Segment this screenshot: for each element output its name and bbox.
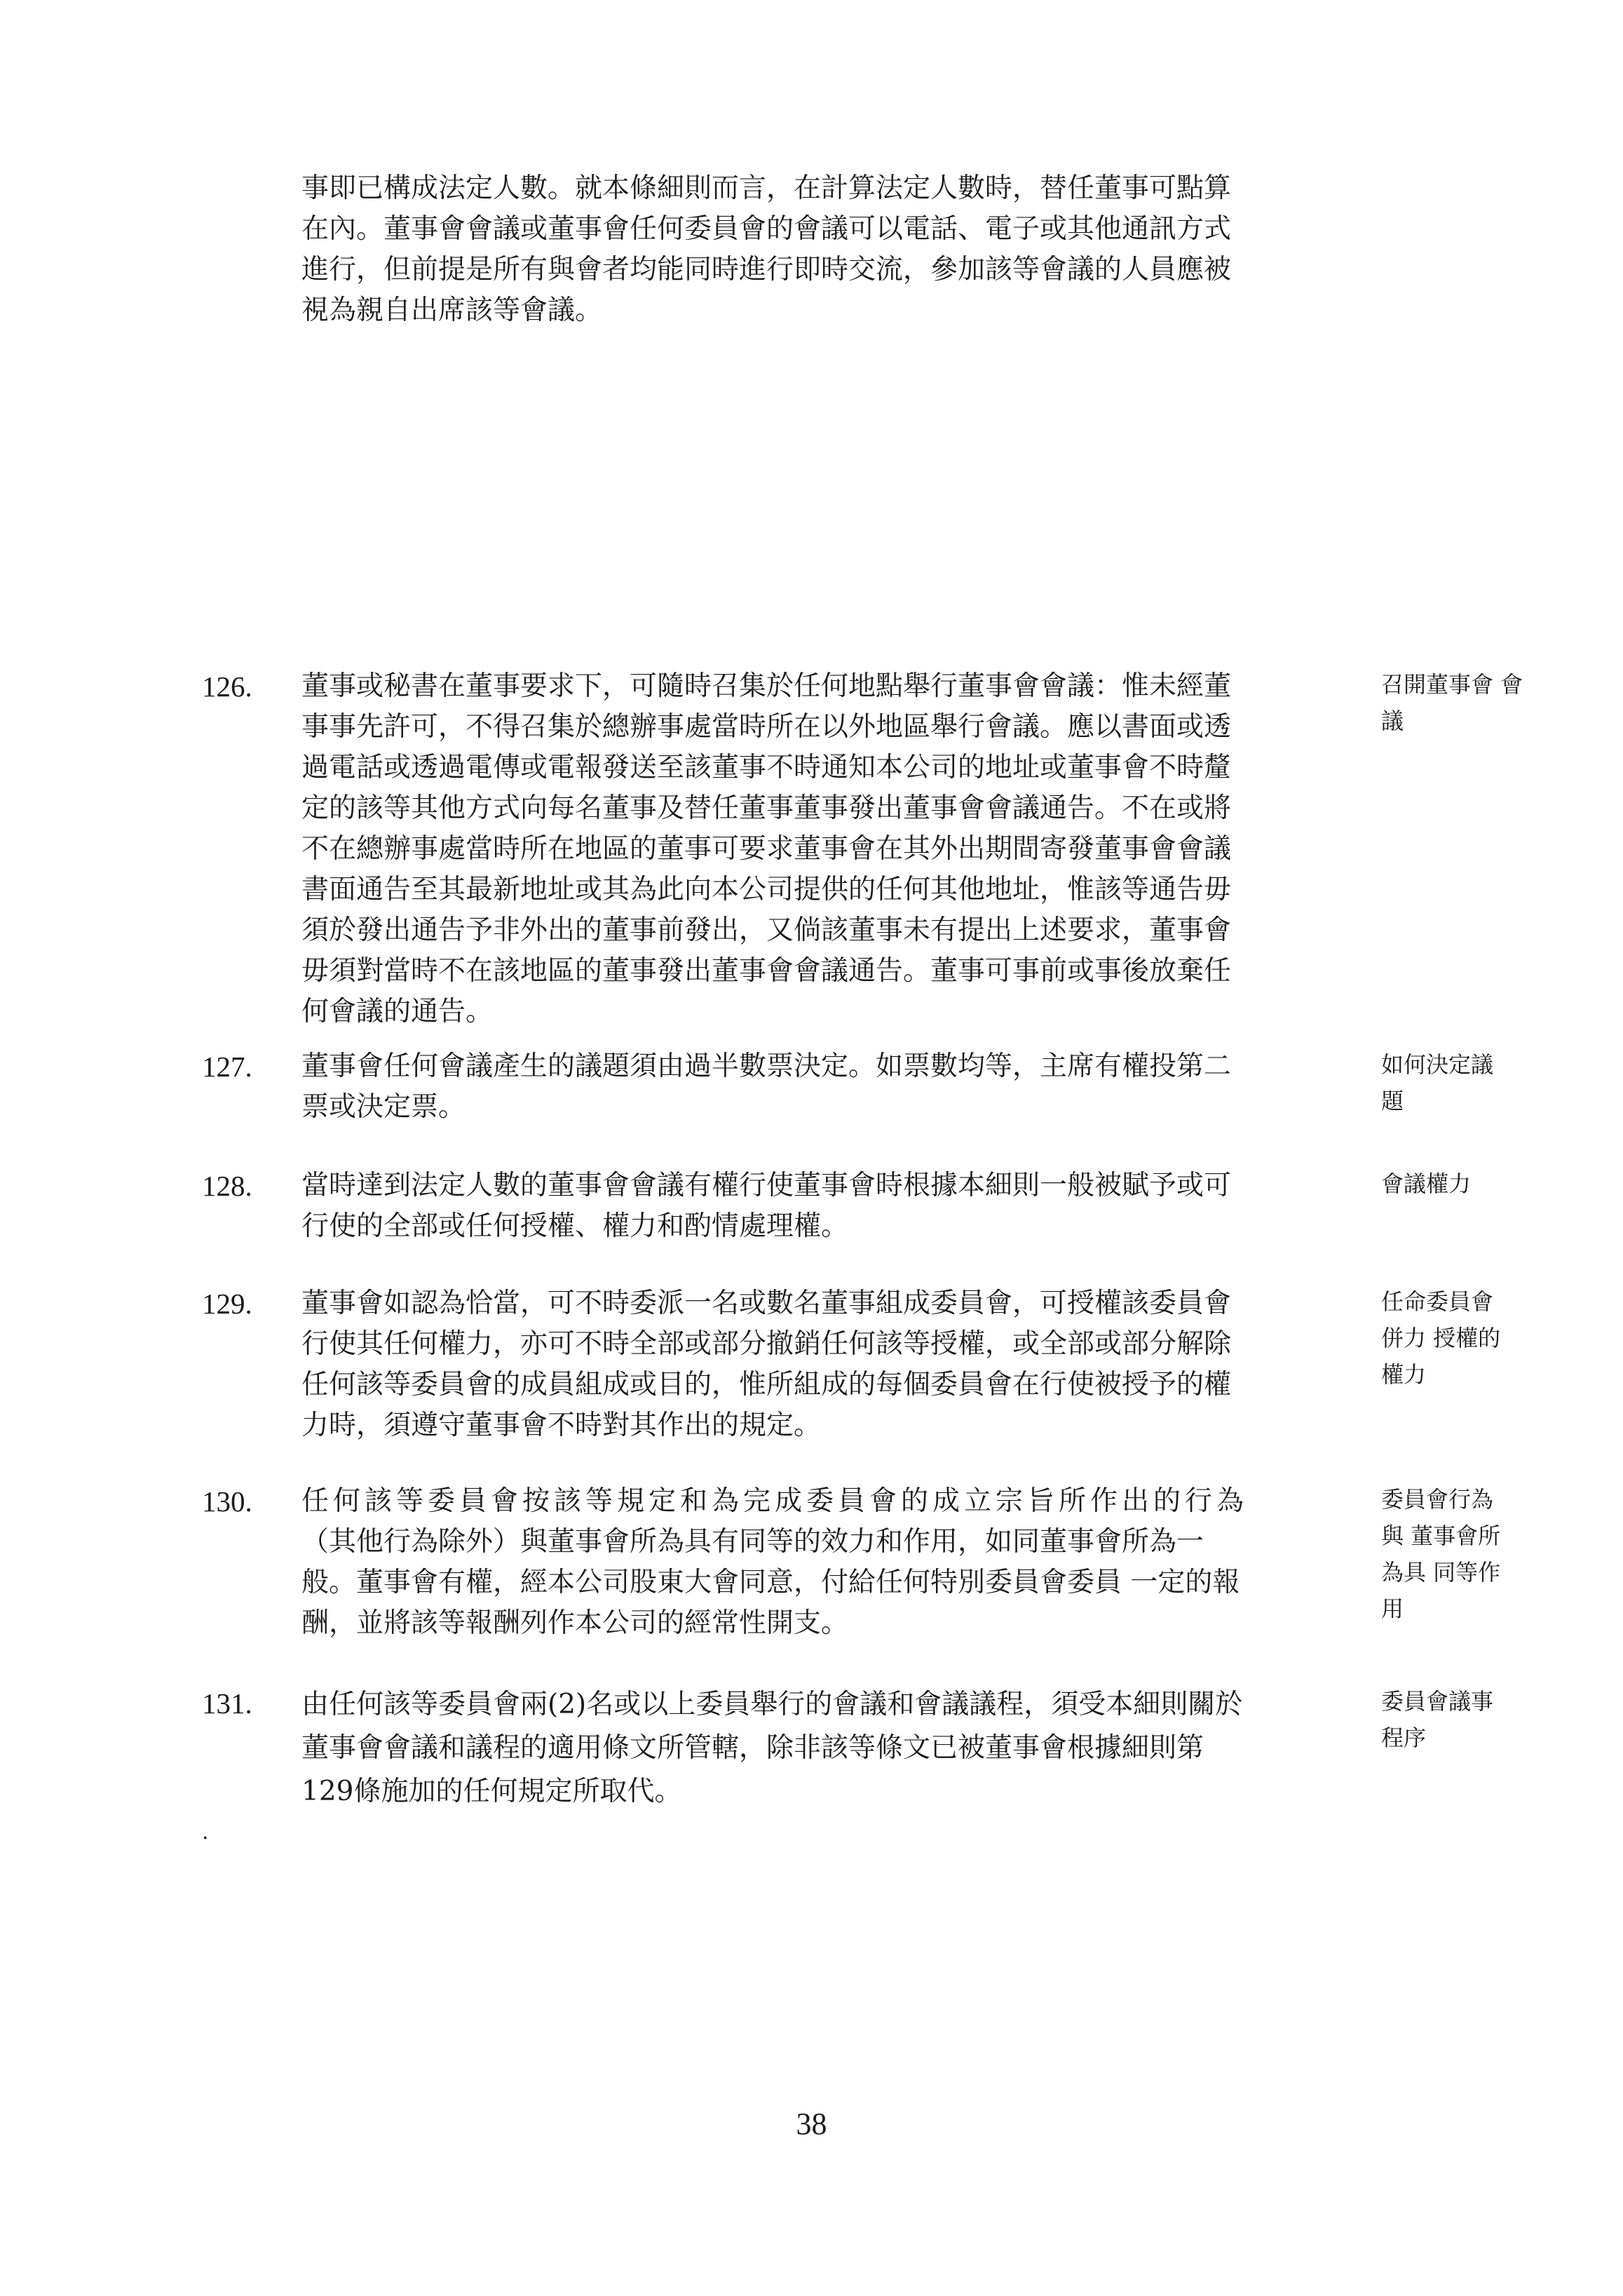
article-line: 任何該等委員會的成員組成或目的，惟所組成的每個委員會在行使被授予的權 [301, 1369, 1232, 1400]
article-text [301, 1283, 1339, 1446]
margin-note-line: 題 [1381, 1088, 1404, 1114]
article-line: 由任何該等委員會兩(2)名或以上委員舉行的會議和會議議程，須受本細則關於 [301, 1689, 1243, 1720]
margin-note-line: 為具 同等作 [1381, 1559, 1501, 1586]
continued-paragraph [301, 168, 1339, 331]
article-text [301, 1481, 1339, 1644]
paragraph-line: 事即已構成法定人數。就本條細則而言，在計算法定人數時，替任董事可點算 [301, 173, 1232, 204]
article-number: 128. [202, 1170, 252, 1202]
article-line: 毋須對當時不在該地區的董事發出董事會會議通告。董事可事前或事後放棄任 [301, 955, 1232, 987]
article-line: 129條施加的任何規定所取代。 [301, 1776, 682, 1807]
paragraph-line: 進行，但前提是所有與會者均能同時進行即時交流，參加該等會議的人員應被 [301, 254, 1232, 285]
margin-note-line: 議 [1381, 708, 1404, 734]
article-line: 董事會任何會議產生的議題須由過半數票決定。如票數均等，主席有權投第二 [301, 1051, 1232, 1082]
article-number: 129. [202, 1288, 252, 1320]
article-line: （其他行為除外）與董事會所為具有同等的效力和作用，如同董事會所為一 [301, 1526, 1204, 1558]
article-line: 酬，並將該等報酬列作本公司的經常性開支。 [301, 1607, 849, 1639]
article-line: 董事會會議和議程的適用條文所管轄，除非該等條文已被董事會根據細則第 [301, 1732, 1204, 1764]
article-line: 力時，須遵守董事會不時對其作出的規定。 [301, 1410, 822, 1441]
margin-note-line: 如何決定議 [1381, 1051, 1494, 1078]
margin-note-line: 召開董事會 會 [1381, 671, 1523, 698]
article-line: 過電話或透過電傳或電報發送至該董事不時通知本公司的地址或董事會不時釐 [301, 752, 1232, 783]
article-text [301, 1683, 1339, 1814]
margin-note-line: 程序 [1381, 1724, 1427, 1751]
margin-note-line: 任命委員會 [1381, 1288, 1494, 1315]
article-text [301, 1046, 1339, 1128]
margin-note [1381, 666, 1549, 739]
article-line: 定的該等其他方式向每名董事及替任董事董事發出董事會會議通告。不在或將 [301, 792, 1232, 824]
article-text [301, 666, 1339, 1032]
margin-note-line: 權力 [1381, 1361, 1427, 1388]
article-line: 何會議的通告。 [301, 996, 494, 1027]
paragraph-line: 在內。董事會會議或董事會任何委員會的會議可以電話、電子或其他通訊方式 [301, 213, 1232, 245]
article-number: 126. [202, 670, 252, 703]
margin-note-line: 用 [1381, 1595, 1404, 1622]
article-line: 董事會如認為恰當，可不時委派一名或數名董事組成委員會，可授權該委員會 [301, 1288, 1232, 1319]
margin-note [1381, 1683, 1549, 1756]
article-line: 董事或秘書在董事要求下，可隨時召集於任何地點舉行董事會會議：惟未經董 [301, 670, 1232, 702]
article-line: 不在總辦事處當時所在地區的董事可要求董事會在其外出期間寄發董事會會議 [301, 833, 1232, 865]
article-text [301, 1166, 1339, 1247]
page-number: 38 [796, 2107, 827, 2141]
margin-note-line: 會議權力 [1381, 1170, 1472, 1197]
article-line: 任何該等委員會按該等規定和為完成委員會的成立宗旨所作出的行為 [301, 1485, 1249, 1517]
article-line: 當時達到法定人數的董事會會議有權行使董事會時根據本細則一般被賦予或可 [301, 1170, 1232, 1201]
article-line: 票或決定票。 [301, 1091, 466, 1123]
margin-note-line: 與 董事會所 [1381, 1522, 1501, 1549]
stray-mark: . [202, 1820, 209, 1844]
article-number: 127. [202, 1051, 252, 1083]
margin-note [1381, 1166, 1549, 1202]
margin-note-line: 委員會行為 [1381, 1486, 1494, 1513]
margin-note [1381, 1283, 1549, 1393]
margin-note-line: 委員會議事 [1381, 1688, 1494, 1715]
article-line: 事事先許可，不得召集於總辦事處當時所在以外地區舉行會議。應以書面或透 [301, 711, 1232, 743]
article-number: 131. [202, 1687, 252, 1720]
margin-note [1381, 1046, 1549, 1119]
article-line: 行使其任何權力，亦可不時全部或部分撤銷任何該等授權，或全部或部分解除 [301, 1328, 1232, 1360]
article-line: 行使的全部或任何授權、權力和酌情處理權。 [301, 1210, 849, 1242]
article-line: 般。董事會有權，經本公司股東大會同意，付給任何特別委員會委員 一定的報 [301, 1567, 1240, 1598]
article-number: 130. [202, 1485, 252, 1518]
margin-note [1381, 1481, 1549, 1627]
article-line: 須於發出通告予非外出的董事前發出，又倘該董事未有提出上述要求，董事會 [301, 914, 1232, 946]
article-line: 書面通告至其最新地址或其為此向本公司提供的任何其他地址，惟該等通告毋 [301, 874, 1232, 905]
paragraph-line: 視為親自出席該等會議。 [301, 295, 603, 326]
margin-note-line: 併力 授權的 [1381, 1325, 1501, 1351]
